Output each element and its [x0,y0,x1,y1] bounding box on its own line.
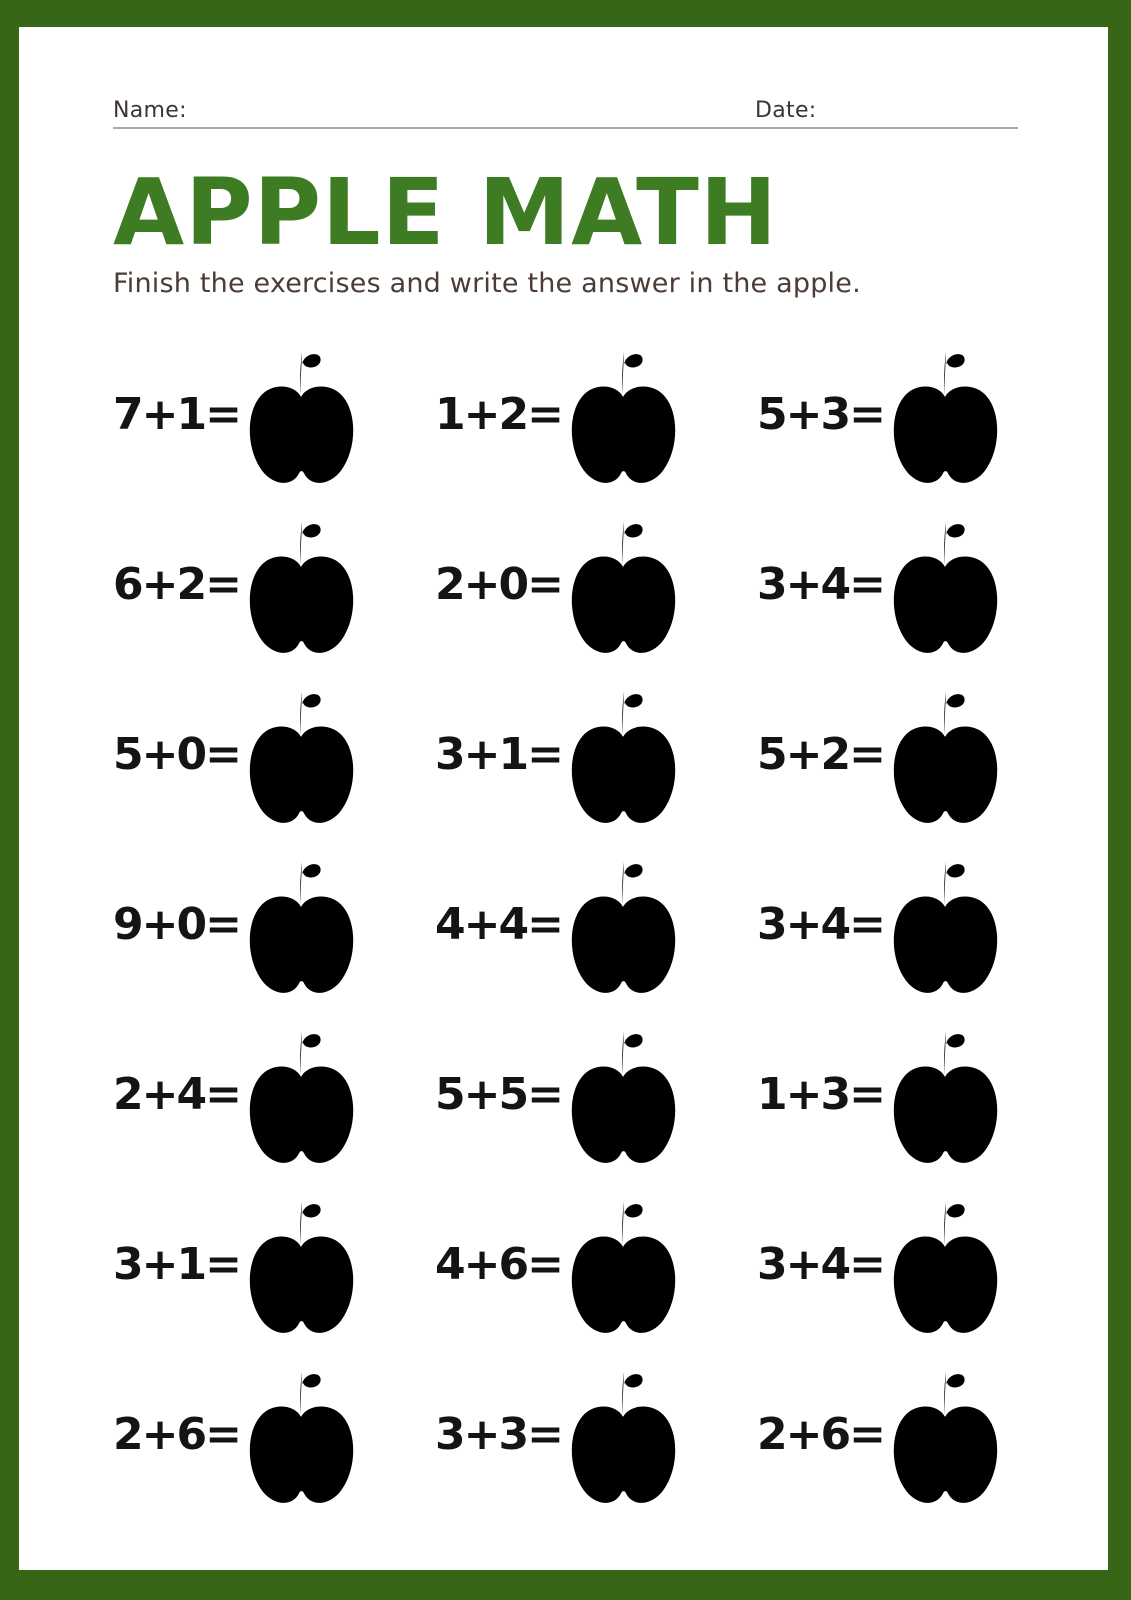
page-title: APPLE MATH [113,159,778,266]
exercise-cell [435,1179,757,1349]
exercise-cell [113,1179,435,1349]
apple-outline-icon[interactable] [243,511,361,658]
exercise-cell [435,1009,757,1179]
problem-label: 2+6= [113,1408,240,1460]
problem-label: 3+4= [757,898,884,950]
apple-outline-icon[interactable] [243,1021,361,1168]
apple-outline-icon[interactable] [887,851,1005,998]
exercise-cell [113,1009,435,1179]
apple-outline-icon[interactable] [565,1361,683,1508]
worksheet-content [113,98,1018,1600]
exercise-cell [757,1349,1018,1519]
problem-label: 3+1= [113,1238,240,1290]
apple-outline-icon[interactable] [565,341,683,488]
exercise-cell [435,1349,757,1519]
apple-outline-icon[interactable] [243,341,361,488]
problem-label: 7+1= [113,388,240,440]
exercise-cell [435,839,757,1009]
apple-outline-icon[interactable] [565,851,683,998]
problem-label: 5+0= [113,728,240,780]
problem-label: 3+4= [757,558,884,610]
problem-label: 4+4= [435,898,562,950]
apple-outline-icon[interactable] [565,1191,683,1338]
problem-label: 5+2= [757,728,884,780]
exercise-cell [113,839,435,1009]
problem-label: 2+6= [757,1408,884,1460]
exercise-cell [113,669,435,839]
exercise-cell [757,499,1018,669]
apple-outline-icon[interactable] [243,851,361,998]
apple-outline-icon[interactable] [887,511,1005,658]
problem-label: 3+3= [435,1408,562,1460]
problem-label: 5+5= [435,1068,562,1120]
problem-label: 2+4= [113,1068,240,1120]
problem-label: 3+1= [435,728,562,780]
apple-outline-icon[interactable] [243,1191,361,1338]
apple-outline-icon[interactable] [565,681,683,828]
apple-outline-icon[interactable] [887,681,1005,828]
problem-label: 1+2= [435,388,562,440]
problem-label: 3+4= [757,1238,884,1290]
exercise-cell [757,1009,1018,1179]
problem-label: 2+0= [435,558,562,610]
exercise-cell [435,669,757,839]
date-label: Date: [755,98,817,123]
apple-outline-icon[interactable] [887,1191,1005,1338]
apple-outline-icon[interactable] [887,1361,1005,1508]
exercise-cell [757,1179,1018,1349]
apple-outline-icon[interactable] [887,1021,1005,1168]
apple-outline-icon[interactable] [243,681,361,828]
page-subtitle: Finish the exercises and write the answer in the apple. [113,268,861,300]
exercise-cell [113,329,435,499]
name-date-bar [113,98,1018,125]
name-label: Name: [113,98,187,123]
exercise-cell [435,329,757,499]
apple-outline-icon[interactable] [565,1021,683,1168]
problem-label: 4+6= [435,1238,562,1290]
exercise-cell [435,499,757,669]
problem-label: 1+3= [757,1068,884,1120]
exercise-cell [113,1349,435,1519]
apple-outline-icon[interactable] [887,341,1005,488]
apple-outline-icon[interactable] [565,511,683,658]
problem-label: 6+2= [113,558,240,610]
exercise-cell [113,499,435,669]
apple-outline-icon[interactable] [243,1361,361,1508]
exercise-cell [757,669,1018,839]
name-date-underline[interactable] [113,127,1018,129]
exercise-cell [757,329,1018,499]
exercise-grid [113,329,1018,1519]
exercise-cell [757,839,1018,1009]
problem-label: 9+0= [113,898,240,950]
problem-label: 5+3= [757,388,884,440]
